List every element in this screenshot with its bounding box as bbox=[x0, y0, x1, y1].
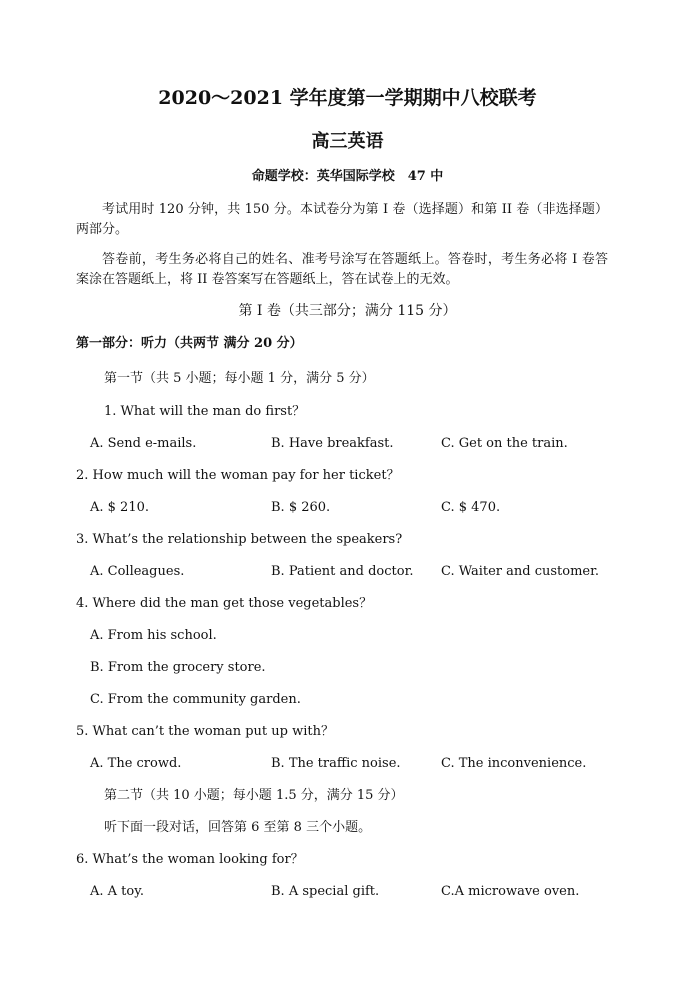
option-b: B. Patient and doctor. bbox=[271, 564, 414, 579]
option-c: C. The inconvenience. bbox=[441, 756, 587, 771]
option-b: B. A special gift. bbox=[271, 884, 380, 899]
part-1-heading: 第一部分：听力（共两节 满分 20 分） bbox=[76, 336, 303, 351]
option-b: B. Have breakfast. bbox=[271, 436, 394, 451]
option-a: A. Send e-mails. bbox=[90, 436, 197, 451]
option-a: A. $ 210. bbox=[90, 500, 150, 515]
question-stem: 6. What’s the woman looking for？ bbox=[76, 852, 304, 867]
question-stem: 4. Where did the man get those vegetables？ bbox=[76, 596, 373, 611]
question-stem: 3. What’s the relationship between the speakers? bbox=[76, 532, 403, 547]
option-c: C. Waiter and customer. bbox=[441, 564, 600, 579]
question-stem: 1. What will the man do first？ bbox=[104, 404, 306, 419]
question-stem: 5. What can’t the woman put up with？ bbox=[76, 724, 334, 739]
exam-subject: 高三英语 bbox=[311, 131, 384, 152]
volume-1-heading: 第 I 卷（共三部分；满分 115 分） bbox=[238, 303, 457, 319]
intro-paragraph-1: 考试用时 120 分钟，共 150 分。本试卷分为第 I 卷（选择题）和第 II 卷（非选择题）两部分。 bbox=[76, 202, 608, 237]
option-a: A. From his school. bbox=[90, 628, 217, 643]
option-b: B. $ 260. bbox=[271, 500, 331, 515]
option-b: B. From the grocery store. bbox=[90, 660, 266, 675]
exam-title: 2020～2021 学年度第一学期期中八校联考 bbox=[158, 87, 537, 109]
option-a: A. Colleagues. bbox=[90, 564, 185, 579]
section-2-instruction: 听下面一段对话，回答第 6 至第 8 三个小题。 bbox=[104, 820, 372, 835]
intro-paragraph-2: 答卷前，考生务必将自己的姓名、准考号涂写在答题纸上。答卷时，考生务必将 I 卷答案涂在答题纸上，将 II 卷答案写在答题纸上，答在试卷上的无效。 bbox=[76, 252, 608, 287]
option-c: C.A microwave oven. bbox=[441, 884, 580, 899]
question-stem: 2. How much will the woman pay for her ticket？ bbox=[76, 468, 400, 483]
section-1-heading: 第一节（共 5 小题；每小题 1 分，满分 5 分） bbox=[104, 371, 375, 386]
option-c: C. From the community garden. bbox=[90, 692, 301, 707]
option-c: C. Get on the train. bbox=[441, 436, 568, 451]
option-a: A. A toy. bbox=[90, 884, 144, 899]
setter-school: 命题学校：英华国际学校 47 中 bbox=[251, 169, 444, 184]
option-c: C. $ 470. bbox=[441, 500, 501, 515]
section-2-heading: 第二节（共 10 小题；每小题 1.5 分，满分 15 分） bbox=[104, 788, 404, 803]
option-b: B. The traffic noise. bbox=[271, 756, 401, 771]
option-a: A. The crowd. bbox=[90, 756, 182, 771]
